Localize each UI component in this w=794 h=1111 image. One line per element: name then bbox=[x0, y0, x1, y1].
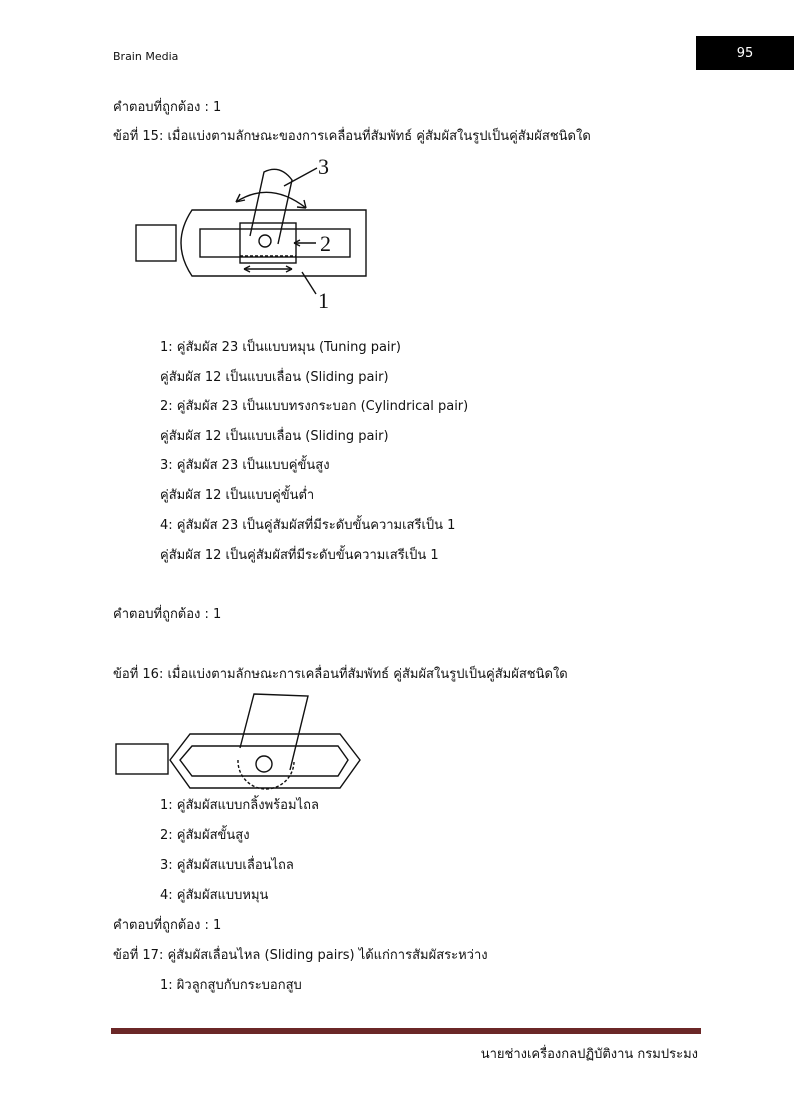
fig15-label-2: 2 bbox=[320, 231, 331, 256]
q15-option-3b: คู่สัมผัส 12 เป็นแบบคู่ขั้นต่ำ bbox=[160, 488, 315, 503]
q15-option-1a: 1: คู่สัมผัส 23 เป็นแบบหมุน (Tuning pair) bbox=[160, 340, 401, 355]
q16-option-1: 1: คู่สัมผัสแบบกลิ้งพร้อมไถล bbox=[160, 798, 319, 813]
question-15: ข้อที่ 15: เมื่อแบ่งตามลักษณะของการเคลื่อนที่สัมพัทธ์ คู่สัมผัสในรูปเป็นคู่สัมผัสชนิดใด bbox=[113, 129, 591, 144]
q15-option-4a: 4: คู่สัมผัส 23 เป็นคู่สัมผัสที่มีระดับขั้นความเสรีเป็น 1 bbox=[160, 518, 456, 533]
question-16: ข้อที่ 16: เมื่อแบ่งตามลักษณะการเคลื่อนที่สัมพัทธ์ คู่สัมผัสในรูปเป็นคู่สัมผัสชนิดใด bbox=[113, 667, 568, 682]
q15-answer: คำตอบที่ถูกต้อง : 1 bbox=[113, 607, 222, 622]
footer-text: นายช่างเครื่องกลปฏิบัติงาน กรมประมง bbox=[480, 1047, 698, 1062]
q16-option-2: 2: คู่สัมผัสขั้นสูง bbox=[160, 828, 250, 843]
q15-figure bbox=[130, 150, 370, 320]
q15-option-2a: 2: คู่สัมผัส 23 เป็นแบบทรงกระบอก (Cylindrical pair) bbox=[160, 399, 469, 414]
q16-figure bbox=[112, 690, 372, 790]
q15-option-4b: คู่สัมผัส 12 เป็นคู่สัมผัสที่มีระดับขั้นความเสรีเป็น 1 bbox=[160, 548, 439, 563]
previous-answer: คำตอบที่ถูกต้อง : 1 bbox=[113, 100, 222, 115]
footer-rule bbox=[111, 1028, 701, 1034]
fig15-label-3: 3 bbox=[318, 154, 329, 179]
q15-option-2b: คู่สัมผัส 12 เป็นแบบเลื่อน (Sliding pair) bbox=[160, 429, 389, 444]
q16-answer: คำตอบที่ถูกต้อง : 1 bbox=[113, 918, 222, 933]
q17-option-1: 1: ผิวลูกสูบกับกระบอกสูบ bbox=[160, 978, 302, 993]
q15-option-3a: 3: คู่สัมผัส 23 เป็นแบบคู่ขั้นสูง bbox=[160, 458, 330, 473]
q16-option-3: 3: คู่สัมผัสแบบเลื่อนไถล bbox=[160, 858, 294, 873]
q15-option-1b: คู่สัมผัส 12 เป็นแบบเลื่อน (Sliding pair) bbox=[160, 370, 389, 385]
fig15-label-1: 1 bbox=[318, 288, 329, 313]
q16-option-4: 4: คู่สัมผัสแบบหมุน bbox=[160, 888, 269, 903]
page-number: 95 bbox=[696, 36, 794, 70]
brand-name: Brain Media bbox=[113, 50, 179, 63]
question-17: ข้อที่ 17: คู่สัมผัสเลื่อนไหล (Sliding pairs) ได้แก่การสัมผัสระหว่าง bbox=[113, 948, 488, 963]
